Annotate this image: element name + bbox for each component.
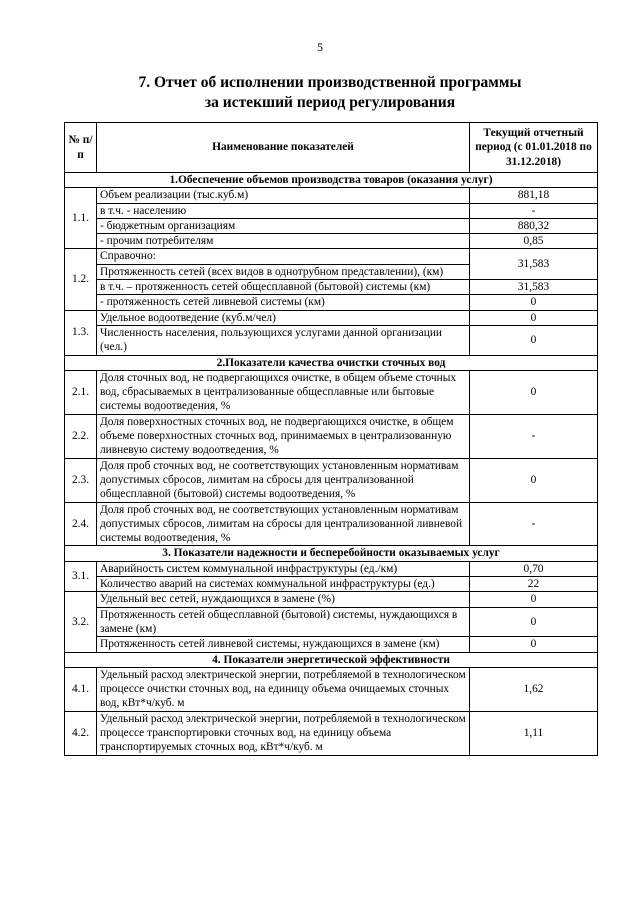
row-value: 1,62 [470, 667, 598, 711]
header-name: Наименование показателей [97, 123, 470, 173]
table-row [65, 458, 598, 502]
row-name: - протяженность сетей ливневой системы (км) [97, 295, 470, 310]
row-name: Доля поверхностных сточных вод, не подвергающихся очистке, в общем объеме поверхностных сточных вод, принимаемых в централизованную ливневую систему водоотведения, % [97, 414, 470, 458]
row-num: 2.3. [65, 458, 97, 502]
row-num: 4.2. [65, 711, 97, 755]
row-name: Численность населения, пользующихся услугами данной организации (чел.) [97, 325, 470, 355]
row-name: - прочим потребителям [97, 234, 470, 249]
page-number: 5 [317, 40, 323, 54]
table-row [65, 325, 598, 355]
table-row [65, 637, 598, 652]
table-row [65, 188, 598, 203]
table-row [65, 711, 598, 755]
row-name: Протяженность сетей ливневой системы, нуждающихся в замене (км) [97, 637, 470, 652]
section-header [65, 652, 598, 667]
row-num: 3.2. [65, 592, 97, 652]
title-line-2: за истекший период регулирования [204, 94, 456, 111]
row-name: Доля проб сточных вод, не соответствующих установленным нормативам допустимых сбросов, лимитам на сбросы для централизованной ливневой системы водоотведения, % [97, 502, 470, 546]
section-title: 3. Показатели надежности и бесперебойности оказываемых услуг [65, 546, 598, 561]
row-num: 2.4. [65, 502, 97, 546]
row-value: 0 [470, 637, 598, 652]
row-name: Доля проб сточных вод, не соответствующих установленным нормативам допустимых сбросов, лимитам на сбросы для централизованной общесплавной (бытовой) системы водоотведения, % [97, 458, 470, 502]
row-num: 3.1. [65, 561, 97, 592]
row-name: - бюджетным организациям [97, 218, 470, 233]
row-name: Доля сточных вод, не подвергающихся очистке, в общем объеме сточных вод, сбрасываемых в централизованные общесплавные или бытовые системы водоотведения, % [97, 370, 470, 414]
row-name: Удельный расход электрической энергии, потребляемой в технологическом процессе транспортировки сточных вод, на единицу объема транспортируемых сточных вод, кВт*ч/куб. м [97, 711, 470, 755]
row-name: в т.ч. – протяженность сетей общесплавной (бытовой) системы (км) [97, 280, 470, 295]
table-row [65, 203, 598, 218]
title-line-1: 7. Отчет об исполнении производственной программы [138, 74, 522, 91]
row-value: - [470, 414, 598, 458]
section-header [65, 546, 598, 561]
row-name: Протяженность сетей (всех видов в однотрубном представлении), (км) [97, 264, 470, 279]
row-value: 0,85 [470, 234, 598, 249]
table-row [65, 295, 598, 310]
row-num: 1.3. [65, 310, 97, 355]
row-name: Удельный вес сетей, нуждающихся в замене (%) [97, 592, 470, 607]
row-name: Удельный расход электрической энергии, потребляемой в технологическом процессе очистки сточных вод, на единицу объема очищаемых сточных вод, кВт*ч/куб. м [97, 667, 470, 711]
table-row [65, 310, 598, 325]
row-value: - [470, 502, 598, 546]
row-value: 31,583 [470, 280, 598, 295]
header-value: Текущий отчетный период (с 01.01.2018 по 31.12.2018) [470, 123, 598, 173]
section-title: 4. Показатели энергетической эффективности [65, 652, 598, 667]
row-value: 0 [470, 295, 598, 310]
row-value: 0 [470, 370, 598, 414]
row-value: 881,18 [470, 188, 598, 203]
header-num: № п/п [65, 123, 97, 173]
row-value: 0,70 [470, 561, 598, 576]
row-value: 22 [470, 577, 598, 592]
row-num: 2.1. [65, 370, 97, 414]
row-name: Удельное водоотведение (куб.м/чел) [97, 310, 470, 325]
row-value: 0 [470, 325, 598, 355]
row-name: Количество аварий на системах коммунальной инфраструктуры (ед.) [97, 577, 470, 592]
row-num: 1.2. [65, 249, 97, 310]
table-row [65, 249, 598, 264]
row-num: 4.1. [65, 667, 97, 711]
row-num: 1.1. [65, 188, 97, 249]
row-name: в т.ч. - населению [97, 203, 470, 218]
table-row [65, 502, 598, 546]
table-row [65, 577, 598, 592]
table-row [65, 234, 598, 249]
section-header [65, 355, 598, 370]
table-row [65, 561, 598, 576]
table-row [65, 592, 598, 607]
row-num: 2.2. [65, 414, 97, 458]
report-table [64, 122, 598, 756]
table-row [65, 218, 598, 233]
row-name: Объем реализации (тыс.куб.м) [97, 188, 470, 203]
row-value: - [470, 203, 598, 218]
table-row [65, 414, 598, 458]
section-title: 2.Показатели качества очистки сточных вод [65, 355, 598, 370]
table-row [65, 607, 598, 637]
row-value: 880,32 [470, 218, 598, 233]
row-value: 0 [470, 458, 598, 502]
row-name: Справочно: [97, 249, 470, 264]
section-title: 1.Обеспечение объемов производства товаров (оказания услуг) [65, 173, 598, 188]
table-row [65, 667, 598, 711]
table-header [65, 123, 598, 173]
row-name: Аварийность систем коммунальной инфраструктуры (ед./км) [97, 561, 470, 576]
table-row [65, 280, 598, 295]
table-row [65, 370, 598, 414]
section-header [65, 173, 598, 188]
row-value: 31,583 [470, 249, 598, 280]
row-value: 0 [470, 310, 598, 325]
row-value: 1,11 [470, 711, 598, 755]
document-title [60, 73, 600, 113]
row-name: Протяженность сетей общесплавной (бытовой) системы, нуждающихся в замене (км) [97, 607, 470, 637]
row-value: 0 [470, 592, 598, 607]
row-value: 0 [470, 607, 598, 637]
